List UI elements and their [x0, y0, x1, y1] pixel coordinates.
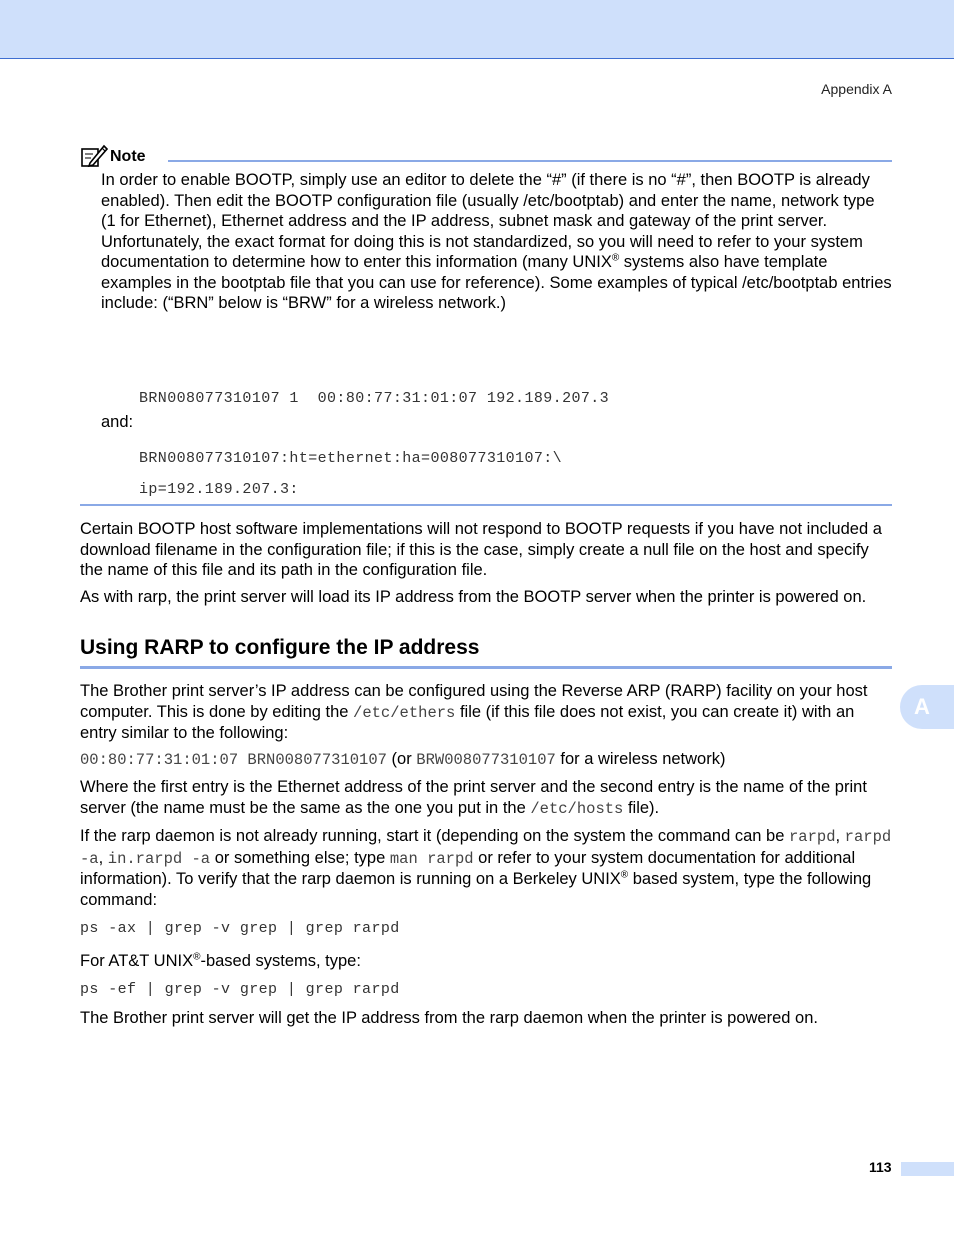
section-heading: Using RARP to configure the IP address [80, 636, 480, 659]
page-number: 113 [869, 1159, 892, 1175]
ethers-entry-line: 00:80:77:31:01:07 BRN008077310107 (or BRW008077310107 for a wireless network) [80, 750, 726, 769]
and-label: and: [101, 413, 134, 431]
note-pencil-icon [80, 143, 108, 169]
page-number-bar [901, 1162, 954, 1176]
bootptab-example-1: BRN008077310107 1 00:80:77:31:01:07 192.189.207.3 [139, 390, 610, 407]
etc-ethers-code: /etc/ethers [353, 703, 456, 722]
registered-mark: ® [620, 869, 629, 881]
paragraph-where-first-entry: Where the first entry is the Ethernet address of the print server and the second entry is the name of the print server (the name must be the same as the one you put in the /etc/hosts file). [80, 778, 867, 818]
appendix-side-tab [900, 685, 954, 729]
paragraph-brother-rarp: The Brother print server’s IP address can be configured using the Reverse ARP (RARP) facility on your host computer. This is done by editing the /etc/ethers file (if this file does not exist, you can create it) with an entry similar to the following: [80, 682, 868, 742]
heading-rule [80, 666, 892, 669]
note-top-rule [168, 160, 892, 162]
note-paragraph: In order to enable BOOTP, simply use an editor to delete the “#” (if there is no “#”, then BOOTP is already enabled). Then edit the BOOTP configuration file (usually /etc/bootptab) and enter the name, network type (1 for Ethernet), Ethernet address and the IP address, subnet mask and gateway of the print server. Unfortunately, the exact format for doing this is not standardized, so you will need to refer to your system documentation to determine how to enter this information (many UNIX® systems also have template examples in the bootptab file that you can use for reference). Some examples of typical /etc/bootptab entries include: (“BRN” below is “BRW” for a wireless network.) [101, 171, 892, 312]
note-header [80, 143, 892, 169]
ethers-entry-code: 00:80:77:31:01:07 BRN008077310107 [80, 751, 387, 769]
paragraph-att-unix: For AT&T UNIX®-based systems, type: [80, 951, 361, 970]
registered-mark: ® [611, 252, 620, 264]
note-bottom-rule [80, 504, 892, 506]
running-head: Appendix A [821, 81, 892, 97]
appendix-tab-label: A [914, 694, 930, 719]
registered-mark: ® [193, 951, 201, 963]
paragraph-rarp-load: As with rarp, the print server will load its IP address from the BOOTP server when the printer is powered on. [80, 588, 867, 606]
bootptab-example-2-line1: BRN008077310107:ht=ethernet:ha=008077310107:\ [139, 450, 563, 467]
paragraph-certain-bootp: Certain BOOTP host software implementations will not respond to BOOTP requests if you have not included a download filename in the configuration file; if this is the case, simply create a null file on the host and specify the name of this file and its path in the configuration file. [80, 520, 882, 579]
top-header-band [0, 0, 954, 59]
command-att: ps -ef | grep -v grep | grep rarpd [80, 981, 400, 998]
command-bsd: ps -ax | grep -v grep | grep rarpd [80, 920, 400, 937]
bootptab-example-2-line2: ip=192.189.207.3: [139, 481, 299, 498]
paragraph-final: The Brother print server will get the IP address from the rarp daemon when the printer is powered on. [80, 1009, 818, 1027]
note-label: Note [110, 148, 146, 165]
etc-hosts-code: /etc/hosts [530, 799, 624, 818]
paragraph-rarp-daemon: If the rarp daemon is not already running, start it (depending on the system the command can be rarpd, rarpd -a, in.rarpd -a or something else; type man rarpd or refer to your system documentation for additional information). To verify that the rarp daemon is running on a Berkeley UNIX® based system, type the following command: [80, 827, 892, 909]
ethers-entry-wireless-code: BRW008077310107 [416, 751, 556, 769]
